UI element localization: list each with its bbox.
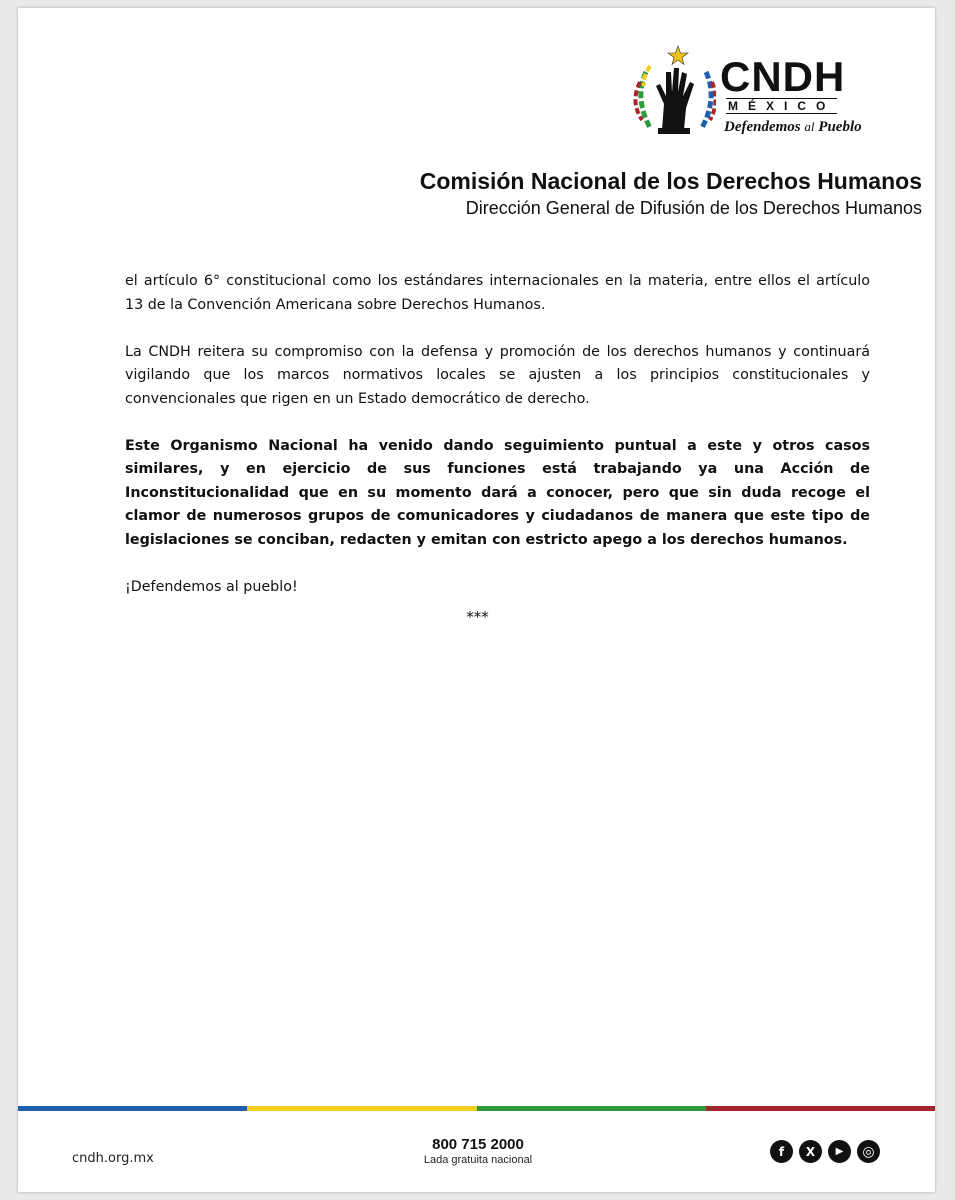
facebook-icon[interactable]: f bbox=[770, 1140, 793, 1163]
motto-word-3: Pueblo bbox=[818, 119, 862, 135]
motto-word-1: Defendemos bbox=[724, 119, 801, 135]
cndh-logo bbox=[616, 42, 876, 142]
youtube-icon[interactable]: ▶ bbox=[828, 1140, 851, 1163]
organization-subtitle: Dirección General de Difusión de los Derechos Humanos bbox=[465, 198, 922, 218]
document-page bbox=[18, 8, 935, 1192]
section-separator: *** bbox=[466, 608, 489, 626]
footer-phone: 800 715 2000 bbox=[432, 1136, 524, 1153]
instagram-icon[interactable]: ◎ bbox=[857, 1140, 880, 1163]
logo-motto bbox=[724, 119, 862, 136]
footer-color-stripe bbox=[18, 1106, 935, 1111]
x-icon[interactable]: X bbox=[799, 1140, 822, 1163]
emblem-icon bbox=[616, 42, 716, 142]
stripe-green bbox=[477, 1106, 706, 1111]
closing-line: ¡Defendemos al pueblo! bbox=[125, 578, 298, 595]
motto-word-2: al bbox=[804, 119, 815, 134]
organization-title: Comisión Nacional de los Derechos Humanos bbox=[419, 168, 922, 194]
paragraph-bold: Este Organismo Nacional ha venido dando seguimiento puntual a este y otros casos similares, y en ejercicio de sus funciones está trabajando ya una Acción de Inconstitucionalidad que en su momento dará a conocer, pero que sin duda recoge el clamor de numerosos grupos de comunicadores y ciudadanos de manera que este tipo de legislaciones se conciban, redacten y emitan con estricto apego a los derechos humanos. bbox=[125, 437, 870, 548]
footer-website-link[interactable]: cndh.org.mx bbox=[72, 1151, 154, 1166]
logo-country: MÉXICO bbox=[728, 99, 836, 113]
logo-wordmark: CNDH bbox=[720, 53, 846, 100]
social-links bbox=[770, 1140, 880, 1163]
document-body bbox=[125, 270, 870, 623]
paragraph: La CNDH reitera su compromiso con la defensa y promoción de los derechos humanos y continuará vigilando que los marcos normativos locales se ajusten a los principios constitucionales y convencionales que rigen en un Estado democrático de derecho. bbox=[125, 343, 870, 407]
stripe-blue bbox=[18, 1106, 247, 1111]
footer-phone-note: Lada gratuita nacional bbox=[423, 1154, 533, 1166]
stripe-red bbox=[706, 1106, 935, 1111]
paragraph: el artículo 6° constitucional como los estándares internacionales en la materia, entre ellos el artículo 13 de la Convención Americana sobre Derechos Humanos. bbox=[125, 273, 870, 313]
stripe-yellow bbox=[247, 1106, 476, 1111]
